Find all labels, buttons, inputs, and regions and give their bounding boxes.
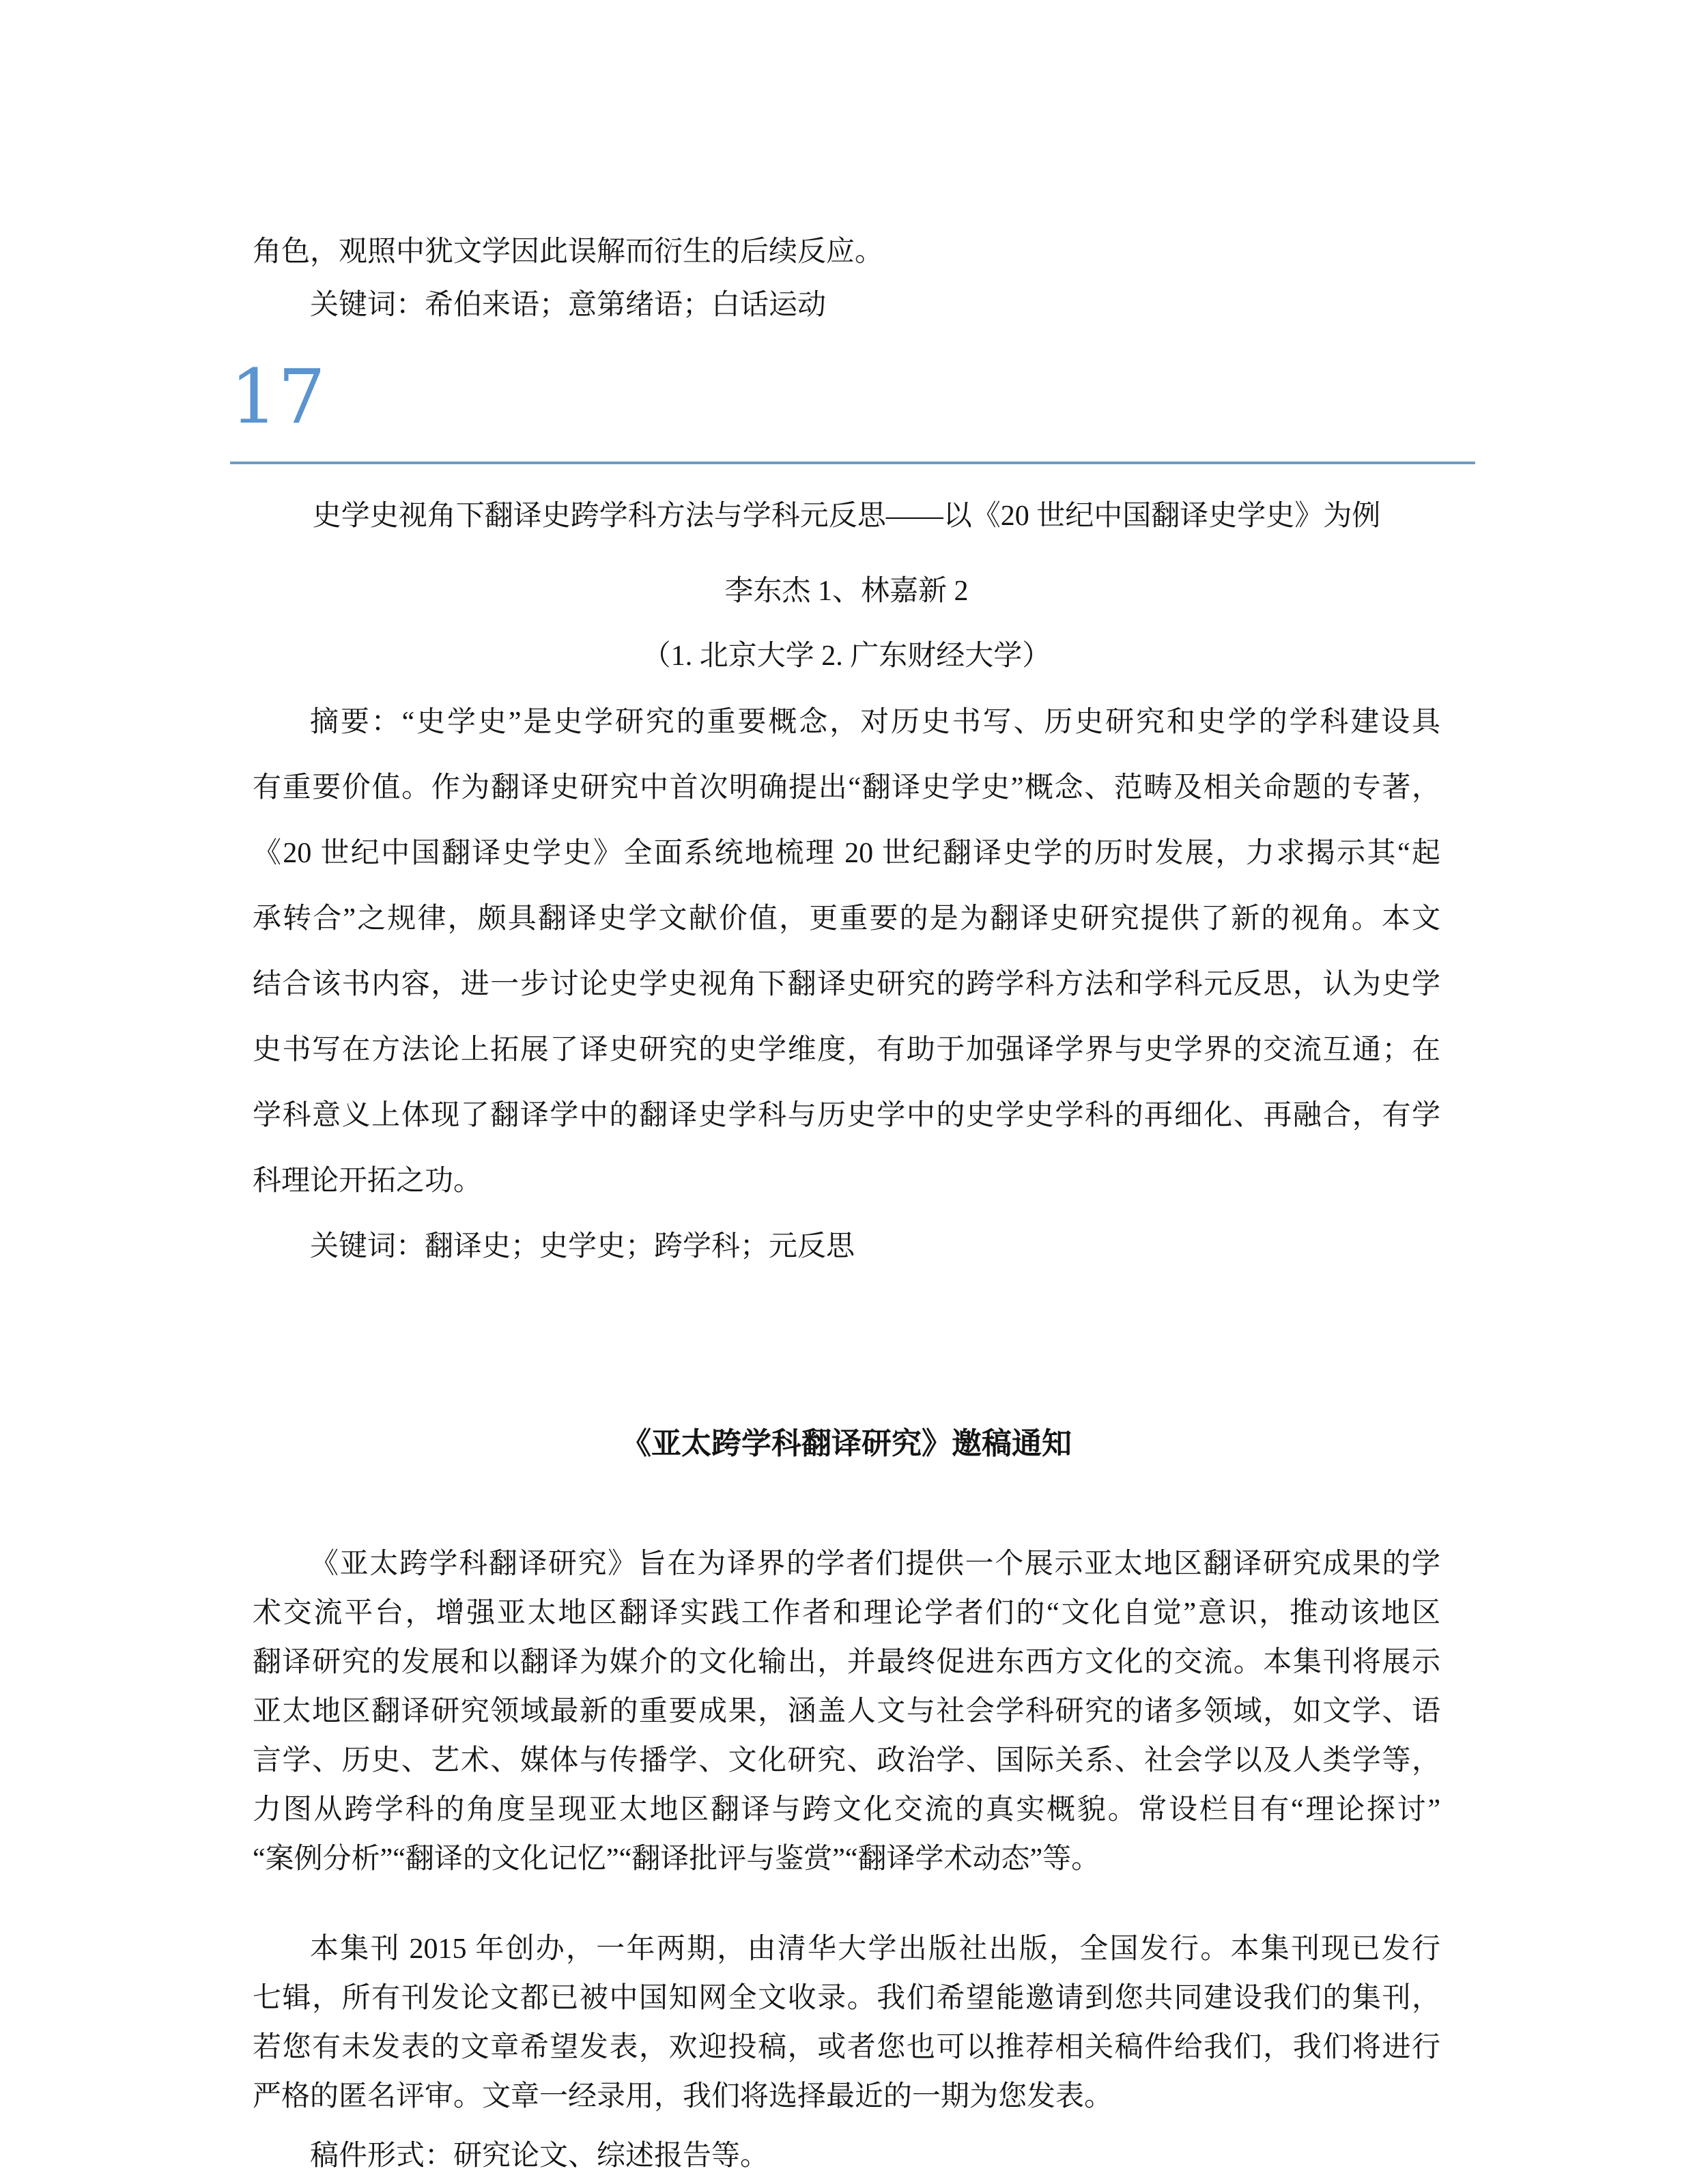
article-affiliations: （1. 北京大学 2. 广东财经大学） bbox=[642, 640, 1051, 672]
entry-number: 17 bbox=[230, 353, 326, 440]
article-authors: 李东杰 1、林嘉新 2 bbox=[724, 576, 969, 607]
article-keywords-line: 关键词：翻译史；史学史；跨学科；元反思 bbox=[310, 1231, 855, 1262]
notice-paragraph-2 bbox=[253, 1925, 1440, 2121]
abstract-line: 结合该书内容，进一步讨论史学史视角下翻译史研究的跨学科方法和学科元反思，认为史学 bbox=[253, 969, 1440, 1000]
notice-line: 术交流平台，增强亚太地区翻译实践工作者和理论学者们的“文化自觉”意识，推动该地区 bbox=[253, 1598, 1440, 1629]
notice-line: 力图从跨学科的角度呈现亚太地区翻译与跨文化交流的真实概貌。常设栏目有“理论探讨” bbox=[253, 1794, 1440, 1826]
notice-line: 本集刊 2015 年创办，一年两期，由清华大学出版社出版，全国发行。本集刊现已发行 bbox=[310, 1933, 1440, 1965]
notice-line: 七辑，所有刊发论文都已被中国知网全文收录。我们希望能邀请到您共同建设我们的集刊， bbox=[253, 1983, 1440, 2014]
abstract-line: 《20 世纪中国翻译史学史》全面系统地梳理 20 世纪翻译史学的历时发展，力求揭示其“起 bbox=[253, 838, 1440, 869]
notice-paragraph-1 bbox=[253, 1540, 1440, 1884]
manuscript-formats-line: 稿件形式：研究论文、综述报告等。 bbox=[310, 2140, 769, 2172]
entry-divider-line bbox=[230, 462, 1475, 464]
notice-line: 言学、历史、艺术、媒体与传播学、文化研究、政治学、国际关系、社会学以及人类学等， bbox=[253, 1745, 1440, 1776]
notice-line: 严格的匿名评审。文章一经录用，我们将选择最近的一期为您发表。 bbox=[253, 2081, 1113, 2112]
notice-line: 亚太地区翻译研究领域最新的重要成果，涵盖人文与社会学科研究的诸多领域，如文学、语 bbox=[253, 1696, 1440, 1727]
abstract-line: 摘要：“史学史”是史学研究的重要概念，对历史书写、历史研究和史学的学科建设具 bbox=[310, 707, 1440, 738]
previous-article-tail bbox=[253, 225, 1440, 332]
notice-line: 《亚太跨学科翻译研究》旨在为译界的学者们提供一个展示亚太地区翻译研究成果的学 bbox=[310, 1548, 1440, 1580]
abstract-line: 有重要价值。作为翻译史研究中首次明确提出“翻译史学史”概念、范畴及相关命题的专著， bbox=[253, 772, 1440, 804]
abstract-line: 学科意义上体现了翻译学中的翻译史学科与历史学中的史学史学科的再细化、再融合，有学 bbox=[253, 1100, 1440, 1131]
abstract-line: 科理论开拓之功。 bbox=[253, 1165, 483, 1197]
notice-heading: 《亚太跨学科翻译研究》邀稿通知 bbox=[621, 1427, 1072, 1460]
article-abstract bbox=[253, 690, 1440, 1214]
prev-article-keywords-line: 关键词：希伯来语；意第绪语；白话运动 bbox=[310, 289, 827, 321]
abstract-line: 史书写在方法论上拓展了译史研究的史学维度，有助于加强译学界与史学界的交流互通；在 bbox=[253, 1034, 1440, 1066]
article-title: 史学史视角下翻译史跨学科方法与学科元反思——以《20 世纪中国翻译史学史》为例 bbox=[312, 500, 1381, 532]
notice-line: “案例分析”“翻译的文化记忆”“翻译批评与鉴赏”“翻译学术动态”等。 bbox=[253, 1843, 1100, 1875]
prev-article-tail-line: 角色，观照中犹文学因此误解而衍生的后续反应。 bbox=[253, 236, 884, 268]
abstract-line: 承转合”之规律，颇具翻译史学文献价值，更重要的是为翻译史研究提供了新的视角。本文 bbox=[253, 903, 1440, 935]
notice-line: 若您有未发表的文章希望发表，欢迎投稿，或者您也可以推荐相关稿件给我们，我们将进行 bbox=[253, 2032, 1440, 2063]
notice-line: 翻译研究的发展和以翻译为媒介的文化输出，并最终促进东西方文化的交流。本集刊将展示 bbox=[253, 1647, 1440, 1678]
